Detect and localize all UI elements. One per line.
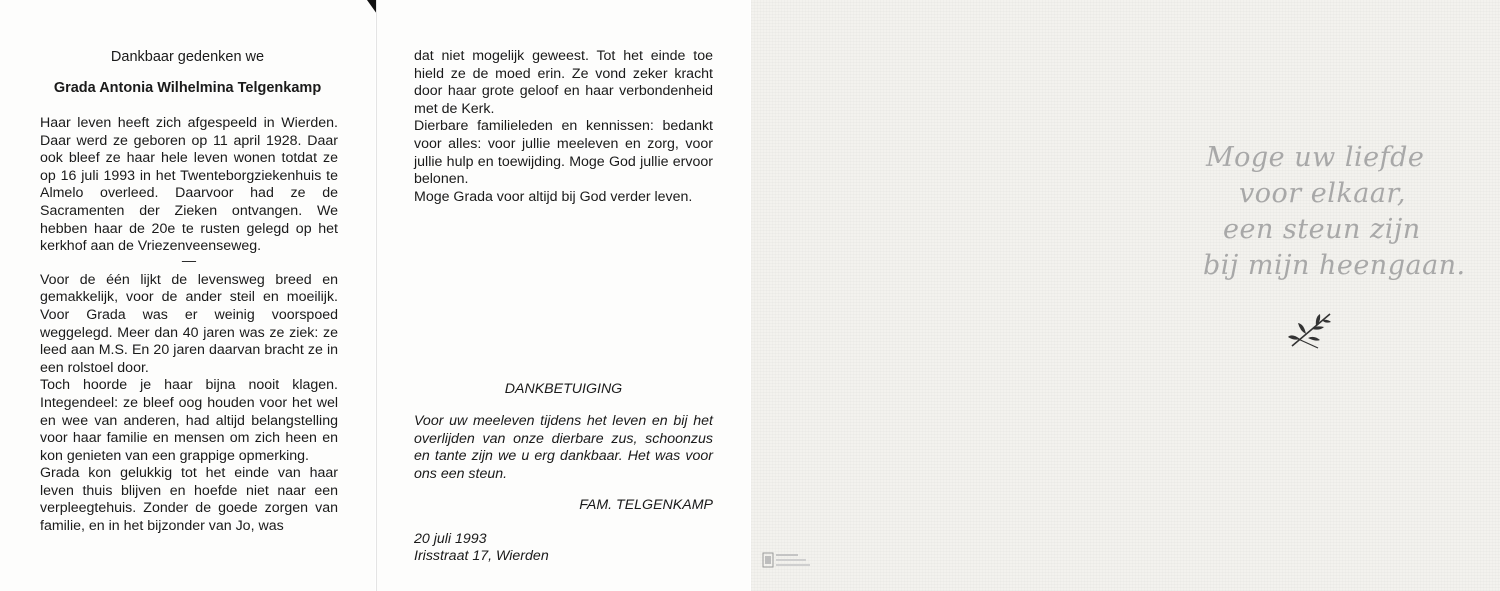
biography-paragraph: Haar leven heeft zich afgespeeld in Wierden. Daar werd ze geboren op 11 april 1928. Daar ook bleef ze haar hele leven wonen totdat ze op 16 juli 1993 in het Twenteborgziekenhuis te Almelo overleed. Daarvoor had ze de Sacramenten der Zieken ontvangen. We hebben haar de 20e te rusten gelegd op het kerkhof aan de Vriezenveenseweg. [40, 115, 338, 255]
family-signature: FAM. TELGENKAMP [579, 497, 713, 513]
courage-paragraph: dat niet mogelijk geweest. Tot het einde toe hield ze de moed erin. Ze vond zeker kracht door haar grote geloof en haar verbondenheid met de Kerk. [414, 48, 713, 117]
date-line: 20 juli 1993 [414, 531, 487, 547]
card-front [751, 0, 1500, 591]
left-body [40, 115, 338, 536]
verse-line-1: Moge uw liefde [1206, 142, 1425, 173]
page-heading: Dankbaar gedenken we [110, 49, 265, 65]
thanks-text: Voor uw meeleven tijdens het leven en bij het overlijden van onze dierbare zus, schoonzus en tante zijn we u erg dankbaar. Het was voor ons een steun. [414, 413, 713, 482]
left-page [0, 0, 375, 591]
gratitude-paragraph: Dierbare familieleden en kennissen: bedankt voor alles: voor jullie meeleven en zorg, voor jullie hulp en toewijding. Moge God jullie ervoor belonen. [414, 118, 713, 188]
life-paragraph: Voor de één lijkt de levensweg breed en gemakkelijk, voor de ander steil en moeilijk. Voor Grada was er weinig voorspoed weggelegd. Meer dan 40 jaren was ze ziek: ze leed aan M.S. En 20 jaren daarvan bracht ze in een rolstoel door. [40, 271, 338, 376]
verse-line-2: voor elkaar, [1239, 178, 1406, 209]
middle-body [414, 48, 713, 206]
thanks-title: DANKBETUIGING [504, 381, 623, 397]
deceased-name: Grada Antonia Wilhelmina Telgenkamp [53, 80, 322, 96]
blessing-paragraph: Moge Grada voor altijd bij God verder leven. [414, 188, 693, 205]
verse-line-3: een steun zijn [1223, 214, 1421, 245]
verse-line-4: bij mijn heengaan. [1203, 250, 1466, 281]
middle-page [376, 0, 750, 591]
printer-logo-icon [762, 551, 832, 573]
olive-branch-icon [1286, 308, 1336, 350]
address-line: Irisstraat 17, Wierden [414, 548, 549, 564]
care-paragraph: Grada kon gelukkig tot het einde van haar leven thuis blijven en hoefde niet naar een verpleegtehuis. Zonder de goede zorgen van familie, en in het bijzonder van Jo, was [40, 465, 338, 535]
divider: — [181, 252, 197, 269]
character-paragraph: Toch hoorde je haar bijna nooit klagen. Integendeel: ze bleef oog houden voor het wel en wee van anderen, had altijd belangstelling voor haar familie en mensen om zich heen en kon genieten van een grappige opmerking. [40, 377, 338, 464]
